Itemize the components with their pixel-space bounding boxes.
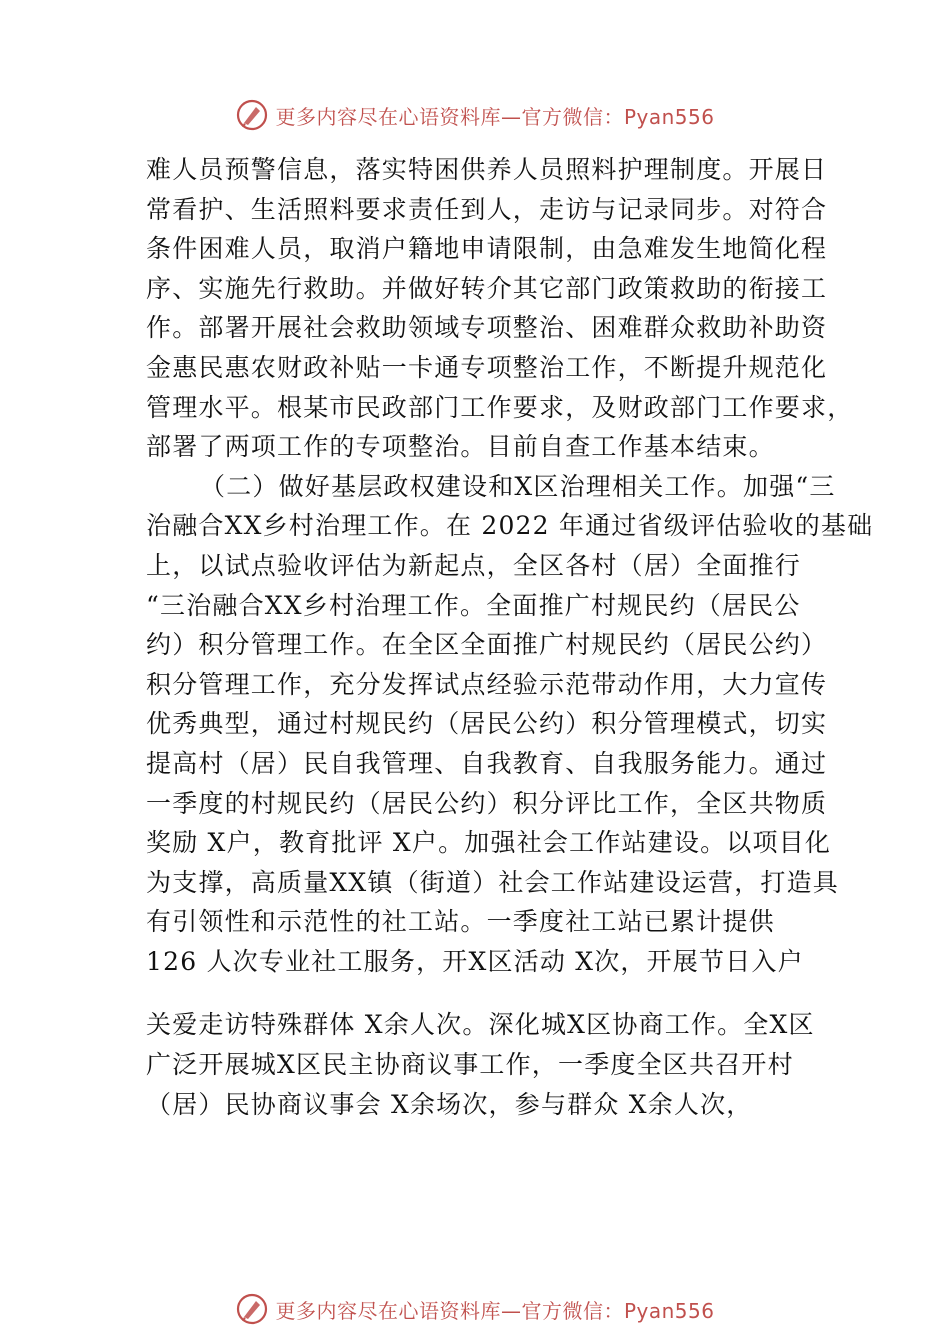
text-line: 有引领性和示范性的社工站。一季度社工站已累计提供 xyxy=(146,907,775,937)
text-line: （居）民协商议事会 X余场次，参与群众 X余人次， xyxy=(146,1089,753,1119)
text-line: 一季度的村规民约（居民公约）积分评比工作，全区共物质 xyxy=(146,788,828,818)
text-line: 作。部署开展社会救助领域专项整治、困难群众救助补助资 xyxy=(146,313,828,343)
watermark-text: 更多内容尽在心语资料库—官方微信：Pyan556 xyxy=(275,104,715,129)
text-line: 序、实施先行救助。并做好转介其它部门政策救助的衔接工 xyxy=(146,273,828,303)
text-line: 关爱走访特殊群体 X余人次。深化城X区协商工作。全X区 xyxy=(146,1010,815,1040)
footer-watermark xyxy=(0,1289,950,1329)
pen-nib-logo-icon xyxy=(235,98,269,132)
text-line: 条件困难人员，取消户籍地申请限制，由急难发生地简化程 xyxy=(146,234,828,264)
text-line: 难人员预警信息，落实特困供养人员照料护理制度。开展日 xyxy=(146,155,828,184)
section-heading-line: （二）做好基层政权建设和X区治理相关工作。加强“三 xyxy=(200,471,836,501)
pen-nib-logo-icon xyxy=(235,1292,269,1326)
text-line: 126 人次专业社工服务，开X区活动 X次，开展节日入户 xyxy=(146,946,804,976)
text-line: 为支撑，高质量XX镇（街道）社会工作站建设运营，打造具 xyxy=(146,867,839,897)
text-line: 上，以试点验收评估为新起点，全区各村（居）全面推行 xyxy=(146,550,802,580)
text-line: 积分管理工作，充分发挥试点经验示范带动作用，大力宣传 xyxy=(146,669,828,699)
text-line: 奖励 X户，教育批评 X户。加强社会工作站建设。以项目化 xyxy=(146,828,832,858)
text-line: 部署了两项工作的专项整治。目前自查工作基本结束。 xyxy=(146,432,775,462)
text-line: 约）积分管理工作。在全区全面推广村规民约（居民公约） xyxy=(146,630,828,660)
watermark-text: 更多内容尽在心语资料库—官方微信：Pyan556 xyxy=(275,1298,715,1323)
text-line: 金惠民惠农财政补贴一卡通专项整治工作，不断提升规范化 xyxy=(146,352,828,382)
document-body xyxy=(146,150,874,1124)
text-line: 常看护、生活照料要求责任到人，走访与记录同步。对符合 xyxy=(146,194,828,224)
text-line: 治融合XX乡村治理工作。在 2022 年通过省级评估验收的基础 xyxy=(146,511,874,541)
text-line: “三治融合XX乡村治理工作。全面推广村规民约（居民公 xyxy=(146,590,801,620)
text-line: 优秀典型，通过村规民约（居民公约）积分管理模式，切实 xyxy=(146,709,828,739)
text-line: 管理水平。根某市民政部门工作要求，及财政部门工作要求， xyxy=(146,392,854,422)
text-line: 广泛开展城X区民主协商议事工作，一季度全区共召开村 xyxy=(146,1050,794,1080)
header-watermark xyxy=(0,95,950,135)
text-line: 提高村（居）民自我管理、自我教育、自我服务能力。通过 xyxy=(146,748,828,778)
